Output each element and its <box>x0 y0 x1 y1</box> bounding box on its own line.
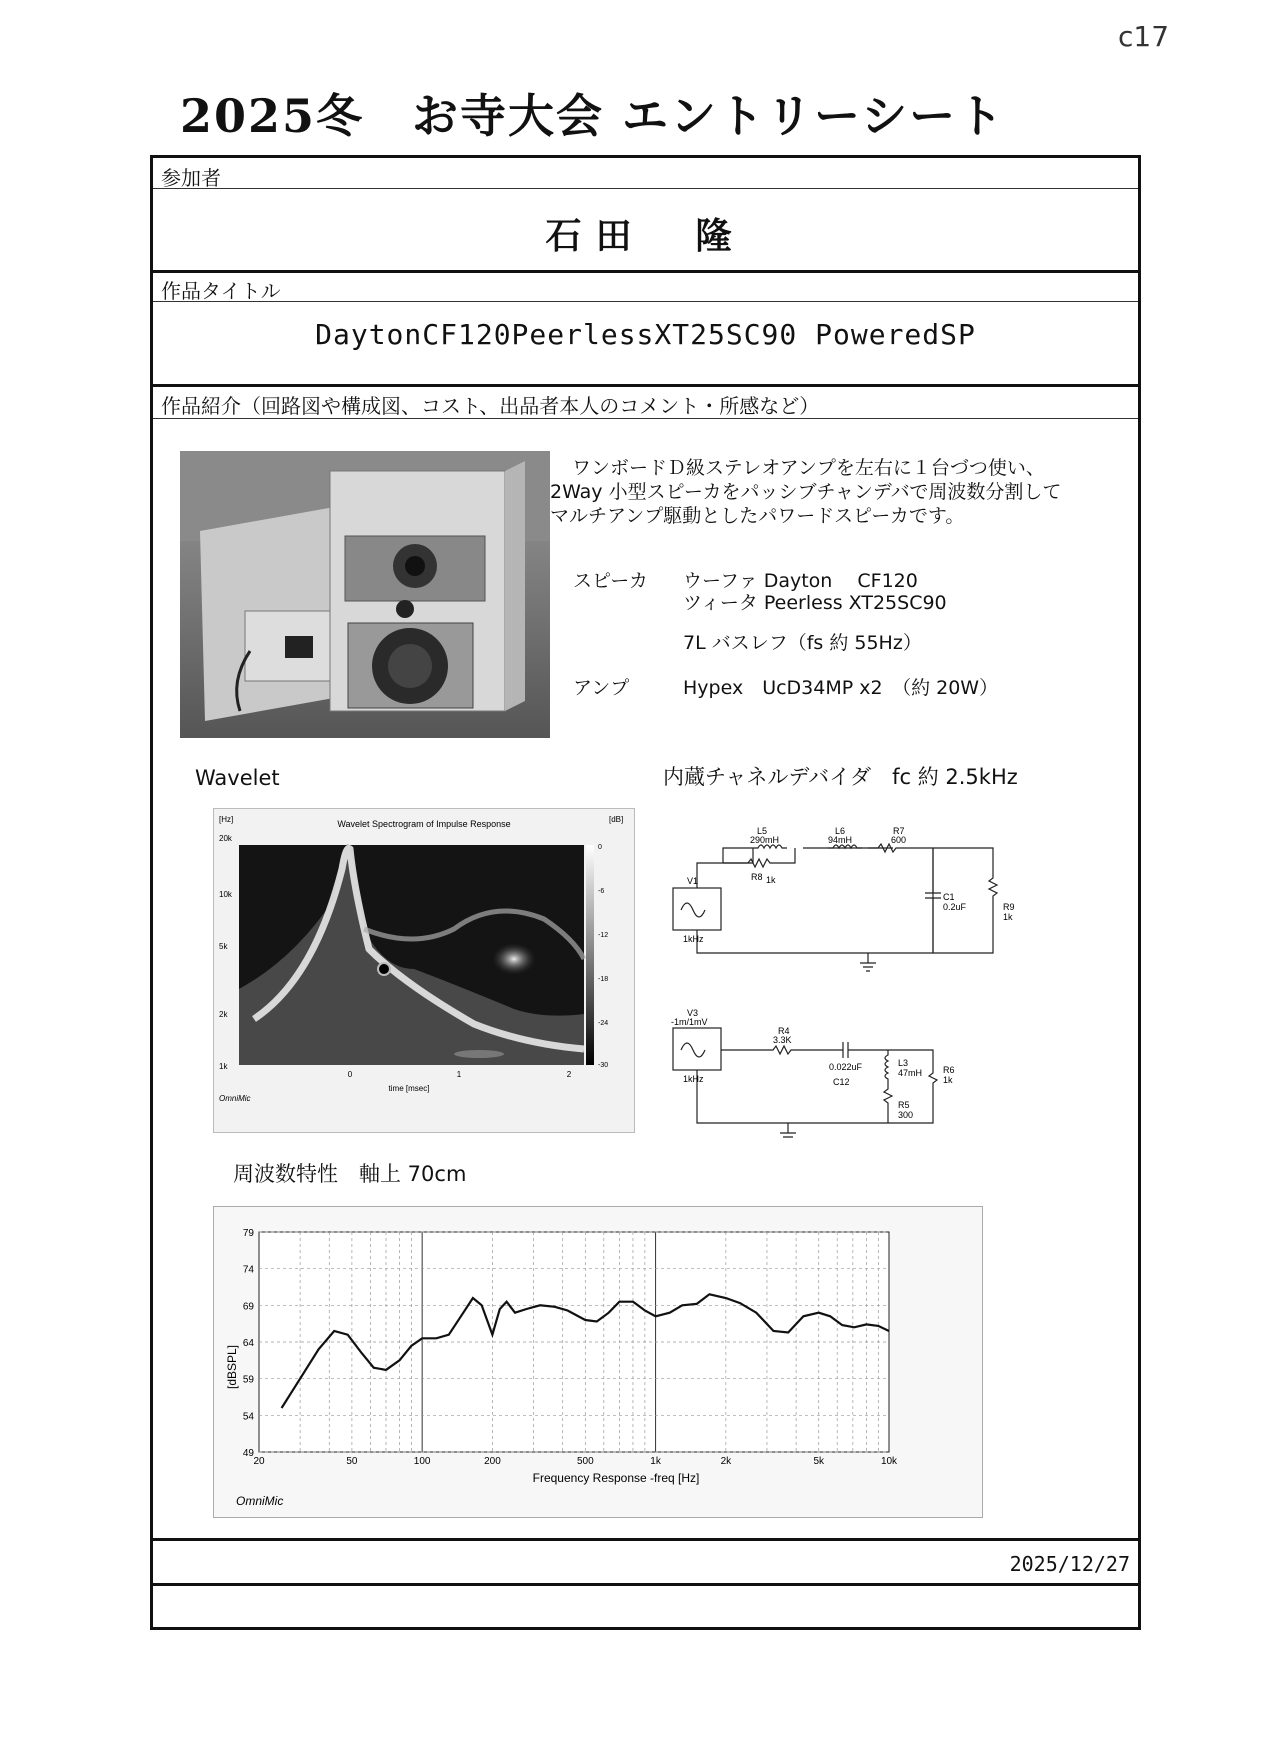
freq-brand: OmniMic <box>236 1494 284 1508</box>
speaker-label: スピーカ <box>573 570 648 592</box>
freq-caption: 周波数特性 軸上 70cm <box>233 1162 467 1186</box>
participant-label: 参加者 <box>161 166 221 190</box>
circuit-label: L5 <box>757 826 768 836</box>
intro-line-1: ワンボードＤ級ステレオアンプを左右に１台づつ使い、 <box>572 457 1045 479</box>
wavelet-title: Wavelet Spectrogram of Impulse Response <box>337 819 511 829</box>
wavelet-ytick: 1k <box>219 1062 228 1071</box>
freq-ytick: 49 <box>242 1448 254 1459</box>
freq-xtick: 50 <box>346 1456 358 1467</box>
document-title: 2025冬 お寺大会 エントリーシート <box>180 89 1006 143</box>
wavelet-caption: Wavelet <box>195 766 280 790</box>
circuit-label: V3 <box>687 1008 699 1018</box>
work-title-label: 作品タイトル <box>161 279 281 303</box>
participant-name: 石田 隆 <box>545 216 746 257</box>
circuit-label: L3 <box>898 1058 909 1068</box>
intro-label: 作品紹介（回路図や構成図、コスト、出品者本人のコメント・所感など） <box>161 394 820 418</box>
intro-line-3: マルチアンプ駆動としたパワードスピーカです。 <box>550 505 965 527</box>
freq-ytick: 64 <box>242 1338 254 1349</box>
intro-line-2: 2Way 小型スピーカをパッシブチャンデバで周波数分割して <box>550 481 1062 503</box>
db-tick: -18 <box>598 976 609 983</box>
circuit-label: 94mH <box>828 835 853 845</box>
submission-date: 2025/12/27 <box>1009 1552 1130 1576</box>
page-number-mark: c17 <box>1118 20 1170 53</box>
circuit-caption: 内蔵チャネルデバイダ fc 約 2.5kHz <box>663 765 1018 789</box>
db-tick: 0 <box>598 844 602 851</box>
circuit-label: 290mH <box>750 835 780 845</box>
intro-text <box>550 456 1140 528</box>
db-tick: -12 <box>598 932 609 939</box>
db-tick: -6 <box>598 888 605 895</box>
circuit-label: 0.022uF <box>829 1062 863 1072</box>
entry-sheet <box>150 155 1141 1630</box>
freq-xtick: 1k <box>650 1456 661 1467</box>
tweeter-spec: ツィータ Peerless XT25SC90 <box>683 592 947 614</box>
circuit-label: R6 <box>943 1065 955 1075</box>
wavelet-xtick: 0 <box>347 1070 353 1079</box>
freq-ylabel: [dBSPL] <box>225 1344 239 1390</box>
circuit-label: 1k <box>943 1075 953 1085</box>
woofer-spec: ウーファ Dayton CF120 <box>683 570 918 592</box>
wavelet-xtick: 2 <box>566 1070 572 1079</box>
circuit-label: -1m/1mV <box>671 1017 708 1027</box>
freq-xtick: 200 <box>484 1456 501 1467</box>
amp-spec: Hypex UcD34MP x2 （約 20W） <box>683 677 999 699</box>
circuit-label: 1kHz <box>683 934 704 944</box>
wavelet-spectrogram <box>213 808 635 1133</box>
freq-ytick: 69 <box>242 1301 254 1313</box>
wavelet-y-unit: [Hz] <box>219 815 234 824</box>
amp-label: アンプ <box>573 677 630 699</box>
circuit-label: R9 <box>1003 902 1015 912</box>
db-tick: -24 <box>598 1020 609 1027</box>
freq-xlabel: Frequency Response -freq [Hz] <box>532 1471 700 1485</box>
circuit-label: 47mH <box>898 1068 923 1078</box>
wavelet-xlabel: time [msec] <box>388 1084 430 1093</box>
wavelet-brand: OmniMic <box>219 1094 251 1103</box>
frequency-response-chart <box>213 1206 983 1518</box>
enclosure-spec: 7L バスレフ（fs 約 55Hz） <box>683 632 922 654</box>
circuit-label: 3.3K <box>773 1035 792 1045</box>
db-tick: -30 <box>598 1062 609 1069</box>
freq-xtick: 10k <box>880 1456 898 1467</box>
speaker-photo <box>180 451 550 738</box>
freq-xtick: 500 <box>576 1456 594 1467</box>
wavelet-z-unit: [dB] <box>609 815 624 824</box>
freq-xtick: 2k <box>720 1456 732 1467</box>
freq-ytick: 59 <box>242 1374 254 1386</box>
circuit-label: R8 <box>751 872 763 882</box>
freq-xtick: 20 <box>253 1456 265 1467</box>
freq-ytick: 54 <box>242 1411 254 1423</box>
circuit-label: C1 <box>943 892 955 902</box>
freq-xtick: 5k <box>813 1456 825 1467</box>
freq-xtick: 100 <box>413 1456 431 1467</box>
circuit-label: 300 <box>898 1110 914 1120</box>
crossover-circuit <box>653 818 1073 1138</box>
circuit-label: C12 <box>833 1077 850 1087</box>
circuit-label: 1k <box>766 875 776 885</box>
circuit-label: R7 <box>893 826 905 836</box>
work-title: DaytonCF120PeerlessXT25SC90 PoweredSP <box>315 318 976 351</box>
circuit-label: 600 <box>891 835 907 845</box>
wavelet-ytick: 10k <box>219 890 232 899</box>
freq-ytick: 79 <box>242 1228 254 1239</box>
circuit-label: R5 <box>898 1100 910 1110</box>
circuit-label: 1kHz <box>683 1074 704 1084</box>
wavelet-ytick: 20k <box>219 834 232 843</box>
circuit-label: 1k <box>1003 912 1013 922</box>
freq-ytick: 74 <box>242 1264 254 1276</box>
circuit-label: L6 <box>835 826 846 836</box>
wavelet-xtick: 1 <box>456 1070 462 1079</box>
wavelet-ytick: 2k <box>219 1010 228 1019</box>
circuit-label: R4 <box>778 1026 790 1036</box>
circuit-label: 0.2uF <box>943 902 967 912</box>
circuit-label: V1 <box>687 876 699 886</box>
wavelet-ytick: 5k <box>219 942 228 951</box>
